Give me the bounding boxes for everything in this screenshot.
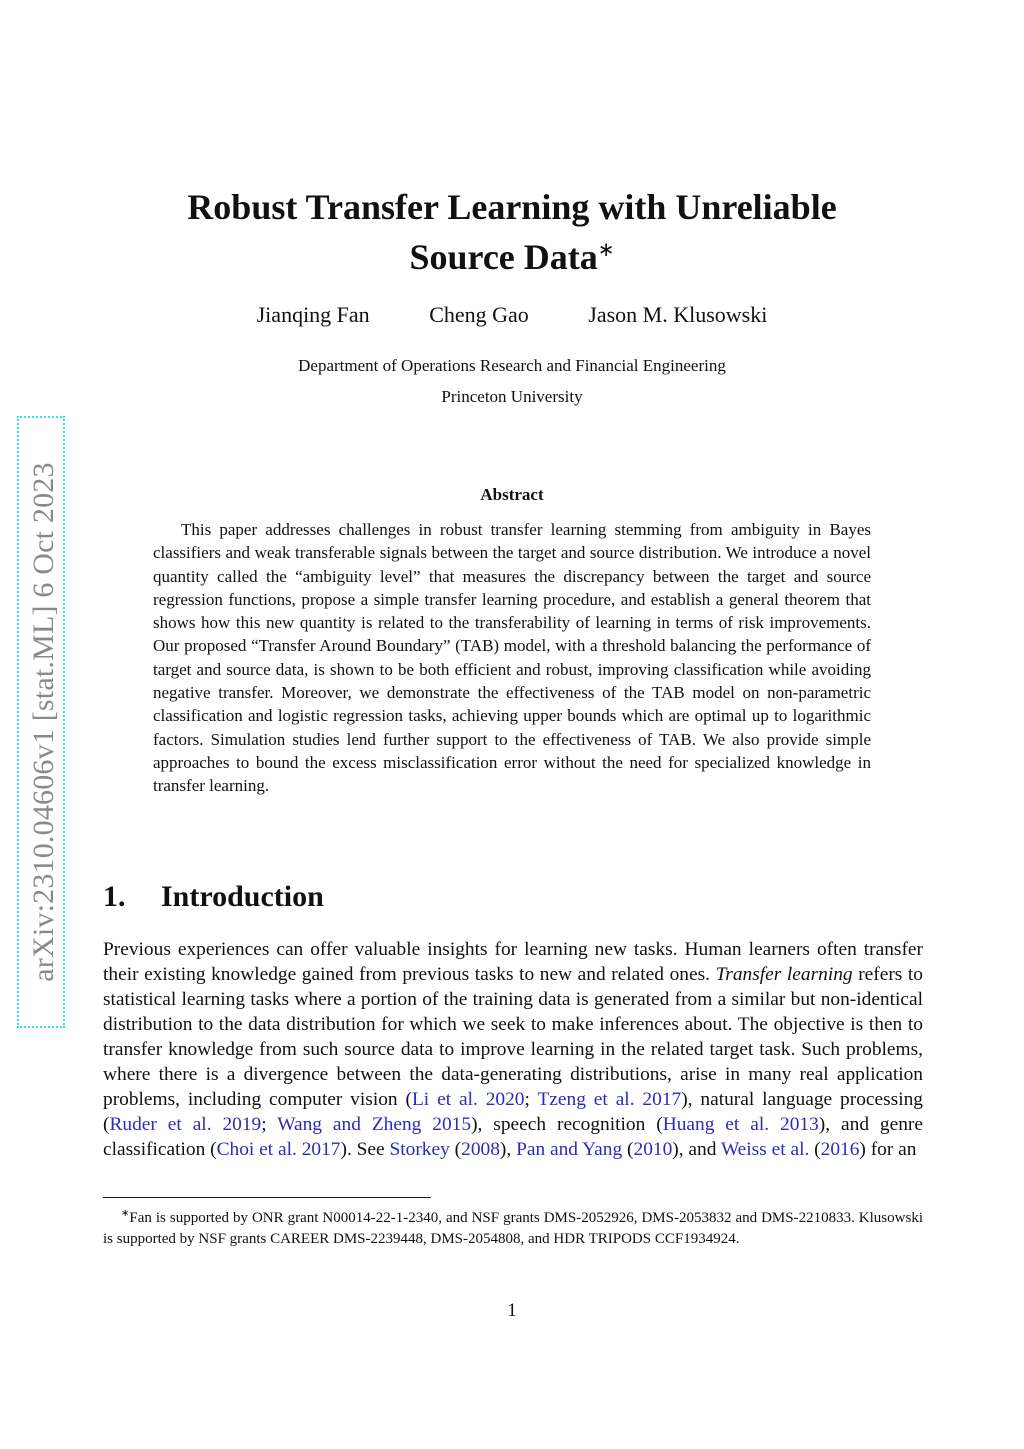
section-heading: [103, 880, 324, 914]
page-number: 1: [507, 1300, 517, 1321]
intro-text: (: [809, 1139, 821, 1160]
citation-year-link[interactable]: 2010: [633, 1139, 673, 1160]
title-line-2: [100, 229, 924, 279]
citation-link[interactable]: Wang and Zheng 2015: [277, 1114, 472, 1135]
footnote-divider: [103, 1197, 431, 1198]
affiliation-university: Princeton University: [441, 387, 583, 406]
arxiv-identifier[interactable]: arXiv:2310.04606v1 [stat.ML] 6 Oct 2023: [27, 462, 60, 982]
affiliation-department: Department of Operations Research and Financial Engineering: [298, 356, 726, 375]
citation-link[interactable]: Choi et al. 2017: [216, 1139, 341, 1160]
intro-text: ), and genre classification (: [103, 1114, 923, 1160]
section-title: Introduction: [161, 880, 324, 913]
citation-link[interactable]: Huang et al. 2013: [662, 1114, 819, 1135]
intro-text: ), speech recognition (: [471, 1114, 663, 1135]
intro-text: ;: [524, 1089, 538, 1110]
intro-text: (: [622, 1139, 634, 1160]
citation-link[interactable]: Weiss et al.: [720, 1139, 810, 1160]
abstract-body: This paper addresses challenges in robust transfer learning stemming from ambiguity in Bayes classifiers and weak transferable signals between the target and source distribution. We introduce a novel quantity called the “ambiguity level” that measures the discrepancy between the target and source regression functions, propose a simple transfer learning procedure, and establish a general theorem that shows how this new quantity is related to the transferability of learning in terms of risk improvements. Our proposed “Transfer Around Boundary” (TAB) model, with a threshold balancing the performance of target and source data, is shown to be both efficient and robust, improving classification while avoiding negative transfer. Moreover, we demonstrate the effectiveness of the TAB model on non-parametric classification and logistic regression tasks, achieving upper bounds which are optimal up to logarithmic factors. Simulation studies lend further support to the effectiveness of TAB. We also provide simple approaches to bound the excess misclassification error without the need for specialized knowledge in transfer learning.: [153, 520, 871, 796]
abstract-heading: Abstract: [480, 485, 544, 504]
intro-text: refers to statistical learning tasks where a portion of the training data is generated from a similar but non-identical distribution to the data distribution for which we seek to make inferences about. The objective is then to transfer knowledge from such source data to improve learning in the related target task. Such problems, where there is a divergence between the data-generating distributions, arise in many real application problems, including computer vision (: [103, 964, 924, 1110]
intro-text: ) for an: [859, 1139, 917, 1160]
intro-text: ),: [499, 1139, 517, 1160]
citation-year-link[interactable]: 2008: [461, 1139, 500, 1160]
intro-text: ), natural language processing (: [103, 1089, 923, 1135]
citation-link[interactable]: Li et al. 2020: [411, 1089, 525, 1110]
citation-link[interactable]: Ruder et al. 2019: [109, 1114, 262, 1135]
intro-text: (: [449, 1139, 462, 1160]
citation-link[interactable]: Pan and Yang: [516, 1139, 623, 1160]
title-line-2-text: Source Data: [409, 237, 598, 277]
term-transfer-learning: Transfer learning: [715, 964, 853, 985]
citation-link[interactable]: Storkey: [389, 1139, 450, 1160]
citation-year-link[interactable]: 2016: [820, 1139, 860, 1160]
intro-text: ), and: [672, 1139, 721, 1160]
title-line-1: Robust Transfer Learning with Unreliable: [187, 187, 837, 227]
author-name: Jason M. Klusowski: [588, 302, 768, 327]
intro-paragraph: [103, 937, 923, 1162]
section-number: 1.: [103, 880, 126, 913]
intro-text: ;: [261, 1114, 278, 1135]
title-footnote-marker[interactable]: ∗: [597, 239, 615, 261]
footnote-text: Fan is supported by ONR grant N00014-22-1-2340, and NSF grants DMS-2052926, DMS-2053832 and DMS-2210833. Klusowski is supported by NSF grants CAREER DMS-2239448, DMS-2054808, and HDR TRIPODS CCF1934924.: [103, 1210, 923, 1247]
author-name: Cheng Gao: [429, 302, 529, 327]
citation-link[interactable]: Tzeng et al. 2017: [537, 1089, 682, 1110]
footnote: [103, 1203, 923, 1250]
paper-title: [100, 186, 924, 279]
author-list: [0, 302, 1024, 328]
footnote-marker: ∗: [121, 1208, 130, 1219]
author-name: Jianqing Fan: [256, 302, 370, 327]
intro-text: Previous experiences can offer valuable insights for learning new tasks. Human learners often transfer their existing knowledge gained from previous tasks to new and related ones.: [103, 939, 923, 985]
intro-text: ). See: [340, 1139, 390, 1160]
